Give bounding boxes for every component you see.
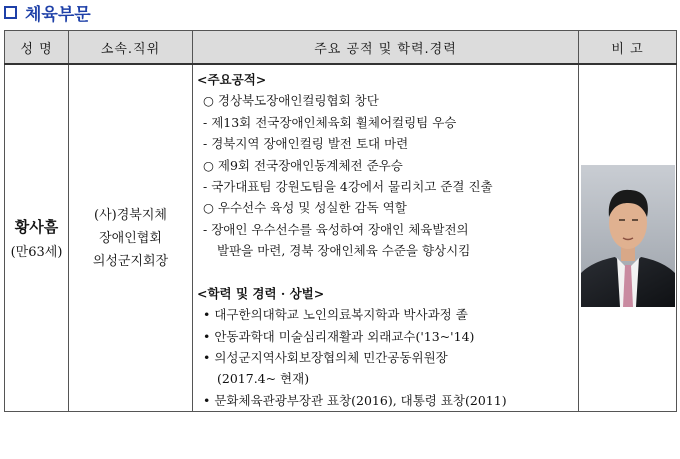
section-title-text: 체육부문 xyxy=(25,4,91,25)
person-name: 황사흠 xyxy=(14,218,59,237)
content-line: - 경북지역 장애인컬링 발전 토대 마련 xyxy=(203,136,409,152)
affiliation-line: 장애인협회 xyxy=(99,230,162,246)
note-cell xyxy=(579,64,677,412)
header-affiliation: 소속.직위 xyxy=(69,31,193,65)
checkbox-icon xyxy=(4,6,17,19)
affiliation-line: (사)경북지체 xyxy=(94,207,167,223)
content-line: - 제13회 전국장애인체육회 휠체어컬링팀 우승 xyxy=(203,114,457,130)
header-achievements: 주요 공적 및 학력.경력 xyxy=(193,31,579,65)
table-row xyxy=(5,64,677,412)
content-line: • 문화체육관광부장관 표창(2016), 대통령 표창(2011) xyxy=(203,392,507,408)
content-line: • 안동과학대 미술심리재활과 외래교수('13~'14) xyxy=(203,328,475,344)
achievements-list xyxy=(197,69,576,411)
portrait-photo xyxy=(581,165,675,307)
name-cell xyxy=(5,64,69,412)
content-line: 발판을 마련, 경북 장애인체육 수준을 향상시킴 xyxy=(217,243,471,259)
header-note: 비 고 xyxy=(579,31,677,65)
affiliation-line: 의성군지회장 xyxy=(92,253,169,269)
subsection-heading: <학력 및 경력 · 상벌> xyxy=(197,285,325,301)
content-line: - 장애인 우수선수를 육성하여 장애인 체육발전의 xyxy=(203,221,469,237)
achievements-cell xyxy=(193,64,579,412)
subsection-heading: <주요공적> xyxy=(197,72,267,87)
content-line: • 의성군지역사회보장협의체 민간공동위원장 xyxy=(203,350,448,366)
content-line: (2017.4~ 현재) xyxy=(217,371,310,387)
person-age: (만63세) xyxy=(10,245,63,261)
content-line: ○ 우수선수 육성 및 성실한 감독 역할 xyxy=(203,200,407,216)
content-line: ○ 경상북도장애인컬링협회 창단 xyxy=(203,93,379,109)
table-header-row xyxy=(5,31,677,65)
content-line: - 국가대표팀 강원도팀을 4강에서 물리치고 준결 진출 xyxy=(203,178,493,194)
content-line: • 대구한의대학교 노인의료복지학과 박사과정 졸 xyxy=(203,307,468,323)
section-title xyxy=(4,0,91,24)
content-line: ○ 제9회 전국장애인동계체전 준우승 xyxy=(203,157,403,173)
affiliation-cell xyxy=(69,64,193,412)
content-line xyxy=(197,262,576,283)
header-name: 성 명 xyxy=(5,31,69,65)
awardee-table xyxy=(4,30,677,412)
